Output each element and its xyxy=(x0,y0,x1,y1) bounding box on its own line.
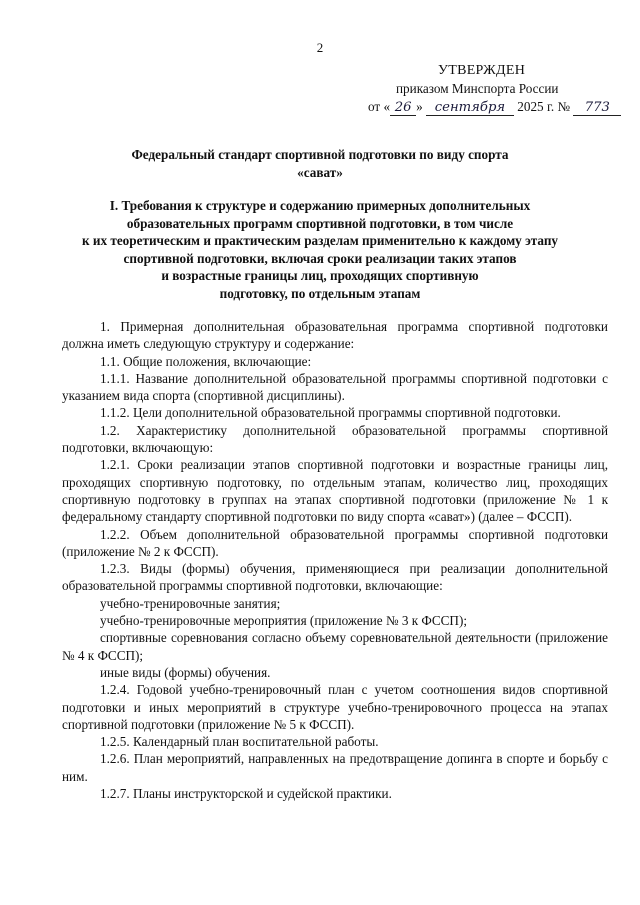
list-item: учебно-тренировочные занятия; xyxy=(100,595,281,611)
approval-block xyxy=(368,62,618,116)
paragraph-1-2-2: 1.2.2. Объем дополнительной образовательной программы спортивной подготовки (приложение № 2 к ФССП). xyxy=(62,526,608,559)
paragraph-1-2: 1.2. Характеристику дополнительной образовательной программы спортивной подготовки, включающую: xyxy=(62,422,608,456)
list-item: учебно-тренировочные мероприятия (приложение № 3 к ФССП); xyxy=(100,613,468,629)
document-body xyxy=(62,318,608,802)
date-prefix: от « xyxy=(368,99,391,114)
paragraph-1-2-6: 1.2.6. План мероприятий, направленных на предотвращение допинга в спорте и борьбу с ним. xyxy=(62,751,608,784)
date-mid: » xyxy=(416,99,423,114)
section-title-line: и возрастные границы лиц, проходящих спортивную xyxy=(161,268,479,283)
handwritten-day: 26 xyxy=(390,100,416,116)
paragraph-1-2-3: 1.2.3. Виды (формы) обучения, применяющиеся при реализации дополнительной образовательной программы спортивной подготовки, включающие: xyxy=(62,561,608,594)
document-title-line: Федеральный стандарт спортивной подготовки по виду спорта xyxy=(131,147,509,162)
paragraph-1-1-2: 1.1.2. Цели дополнительной образовательной программы спортивной подготовки. xyxy=(100,405,561,421)
approval-heading: УТВЕРЖДЕН xyxy=(438,63,526,78)
section-title xyxy=(0,197,640,302)
section-title-line: к их теоретическим и практическим разделам применительно к каждому этапу xyxy=(81,233,559,248)
paragraph-1-1: 1.1. Общие положения, включающие: xyxy=(100,353,312,369)
handwritten-month: сентября xyxy=(426,100,514,116)
page-number: 2 xyxy=(316,40,324,55)
section-title-line: I. Требования к структуре и содержанию примерных дополнительных xyxy=(109,198,531,213)
section-title-line: образовательных программ спортивной подготовки, в том числе xyxy=(126,215,514,231)
document-title xyxy=(0,146,640,181)
date-year: 2025 г. № xyxy=(517,99,571,114)
document-title-line: «сават» xyxy=(297,164,343,180)
section-title-line: подготовку, по отдельным этапам xyxy=(219,285,421,301)
paragraph-1-2-7: 1.2.7. Планы инструкторской и судейской практики. xyxy=(100,786,392,802)
paragraph-1-2-4: 1.2.4. Годовой учебно-тренировочный план с учетом соотношения видов спортивной подготовки и иных мероприятий в структуре учебно-тренировочного процесса на этапах спортивной подготовки (приложение № 5 к ФССП). xyxy=(62,682,608,732)
list-item: иные виды (формы) обучения. xyxy=(100,664,271,680)
list-item: спортивные соревнования согласно объему соревновательной деятельности (приложение № 4 к ФССП); xyxy=(62,630,608,663)
approval-order: приказом Минспорта России xyxy=(396,81,559,96)
approval-date-line xyxy=(368,98,618,116)
paragraph-1-2-5: 1.2.5. Календарный план воспитательной работы. xyxy=(100,734,379,750)
paragraph-1-1-1: 1.1.1. Название дополнительной образовательной программы спортивной подготовки с указанием вида спорта (спортивной дисциплины). xyxy=(62,370,608,404)
section-title-line: спортивной подготовки, включая сроки реализации таких этапов xyxy=(123,250,517,266)
handwritten-order-number: 773 xyxy=(573,100,621,116)
paragraph-1: 1. Примерная дополнительная образовательная программа спортивной подготовки должна иметь следующую структуру и содержание: xyxy=(62,319,608,352)
paragraph-1-2-1: 1.2.1. Сроки реализации этапов спортивной подготовки и возрастные границы лиц, проходящих спортивную подготовку, по отдельным этапам, количество лиц, проходящих спортивную подготовку в группах на этапах спортивной подготовки (приложение № 1 к федеральному стандарту спортивной подготовки по виду спорта «сават») (далее – ФССП). xyxy=(62,457,608,525)
